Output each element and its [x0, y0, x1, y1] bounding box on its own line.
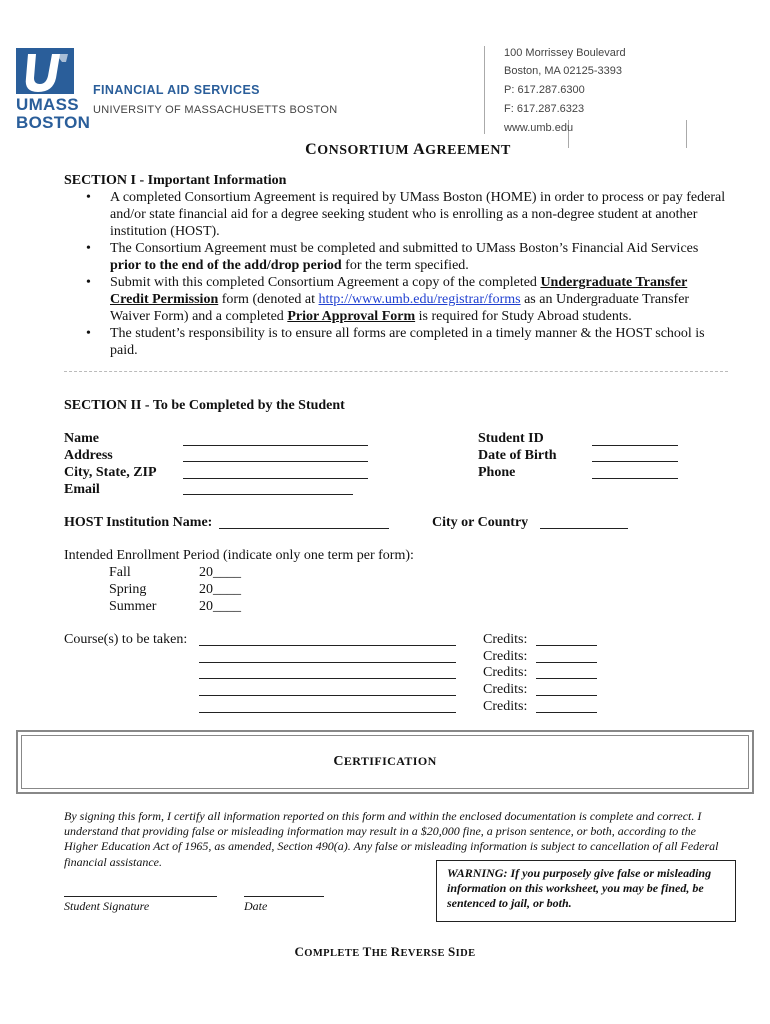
term-spring: Spring: [109, 582, 147, 597]
host-label: HOST Institution Name:: [64, 515, 213, 530]
term-summer: Summer: [109, 599, 157, 614]
list-item: • A completed Consortium Agreement is required by UMass Boston (HOME) in order to process or pay federal and/or state financial aid for a degree seeking student who is enrolling as a non-degree student at another institution (HOST).: [64, 189, 728, 240]
city-country-field[interactable]: [540, 527, 628, 529]
host-field[interactable]: [219, 527, 389, 529]
list-item: • The Consortium Agreement must be completed and submitted to UMass Boston’s Financial Aid Services prior to the end of the add/drop period for the term specified.: [64, 240, 728, 274]
certification-title: CERTIFICATION: [333, 754, 437, 769]
course-field[interactable]: [199, 694, 456, 696]
credits-field[interactable]: [536, 661, 597, 663]
fax-line: F: 617.287.6323: [504, 103, 585, 115]
phone-label: Phone: [478, 465, 516, 480]
dob-field[interactable]: [592, 460, 678, 462]
city-label: City, State, ZIP: [64, 465, 157, 480]
credits-label: Credits:: [483, 665, 528, 680]
credits-label: Credits:: [483, 682, 528, 697]
student-signature-field[interactable]: [64, 895, 217, 897]
email-field[interactable]: [183, 493, 353, 495]
credits-field[interactable]: [536, 694, 597, 696]
email-label: Email: [64, 482, 100, 497]
course-field[interactable]: [199, 711, 456, 713]
section1-heading: SECTION I - Important Information: [64, 173, 287, 188]
name-label: Name: [64, 431, 99, 446]
signature-date-field[interactable]: [244, 895, 324, 897]
registrar-forms-link[interactable]: http://www.umb.edu/registrar/forms: [318, 292, 521, 307]
student-id-field[interactable]: [592, 444, 678, 446]
phone-field[interactable]: [592, 477, 678, 479]
list-item: • The student’s responsibility is to ensure all forms are completed in a timely manner & the HOST school is paid.: [64, 325, 728, 359]
address-line-2: Boston, MA 02125-3393: [504, 65, 623, 77]
address-label: Address: [64, 448, 113, 463]
enrollment-label: Intended Enrollment Period (indicate only one term per form):: [64, 548, 414, 563]
term-fall: Fall: [109, 565, 131, 580]
name-field[interactable]: [183, 444, 368, 446]
address-line-1: 100 Morrissey Boulevard: [504, 47, 626, 59]
address-field[interactable]: [183, 460, 368, 462]
org-title: FINANCIAL AID SERVICES: [93, 83, 260, 97]
city-country-label: City or Country: [432, 515, 529, 530]
spring-year-field[interactable]: 20____: [199, 582, 241, 597]
dob-label: Date of Birth: [478, 448, 557, 463]
phone-line: P: 617.287.6300: [504, 84, 585, 96]
city-field[interactable]: [183, 477, 368, 479]
credits-field[interactable]: [536, 711, 597, 713]
section-divider: [64, 371, 728, 380]
summer-year-field[interactable]: 20____: [199, 599, 241, 614]
list-item: • Submit with this completed Consortium Agreement a copy of the completed Undergraduate Transfer Credit Permission form (denoted at http://www.umb.edu/registrar/forms as an Undergraduate Transfer Waiver Form) and a completed Prior Approval Form is required for Study Abroad students.: [64, 274, 728, 325]
credits-label: Credits:: [483, 649, 528, 664]
umass-logo-mark: [16, 48, 74, 94]
website-line: www.umb.edu: [504, 122, 574, 134]
fall-year-field[interactable]: 20____: [199, 565, 241, 580]
section1-list: [64, 189, 728, 359]
warning-box: WARNING: If you purposely give false or misleading information on this worksheet, you may be fined, be sentenced to jail, or both.: [436, 860, 736, 922]
logo-word-umass: UMASS: [16, 95, 79, 114]
credits-label: Credits:: [483, 632, 528, 647]
footer-note: COMPLETE THE REVERSE SIDE: [294, 944, 476, 959]
header-divider: [484, 46, 485, 134]
section2-heading: SECTION II - To be Completed by the Student: [64, 398, 345, 413]
student-signature-label: Student Signature: [64, 899, 150, 913]
credits-field[interactable]: [536, 677, 597, 679]
courses-label: Course(s) to be taken:: [64, 632, 188, 647]
student-id-label: Student ID: [478, 431, 544, 446]
transfer-credit-link[interactable]: Undergraduate Transfer Credit Permission: [110, 275, 688, 307]
course-field[interactable]: [199, 661, 456, 663]
prior-approval-link[interactable]: Prior Approval Form: [287, 309, 416, 324]
org-subtitle: UNIVERSITY OF MASSACHUSETTS BOSTON: [93, 104, 338, 116]
page-title: CONSORTIUM AGREEMENT: [305, 141, 511, 158]
credits-label: Credits:: [483, 699, 528, 714]
course-field[interactable]: [199, 644, 456, 646]
date-label: Date: [244, 899, 268, 913]
logo-word-boston: BOSTON: [16, 113, 91, 132]
credits-field[interactable]: [536, 644, 597, 646]
course-field[interactable]: [199, 677, 456, 679]
certification-statement: By signing this form, I certify all information reported on this form and within the enclosed documentation is complete and correct. I understand that providing false or misleading information may result in a $20,000 fine, a prison sentence, or both, according to the Higher Education Act of 1965, as amended, Section 490(a). Any false or misleading information is subject to cancellation of all Federal financial assistance.: [64, 809, 719, 869]
